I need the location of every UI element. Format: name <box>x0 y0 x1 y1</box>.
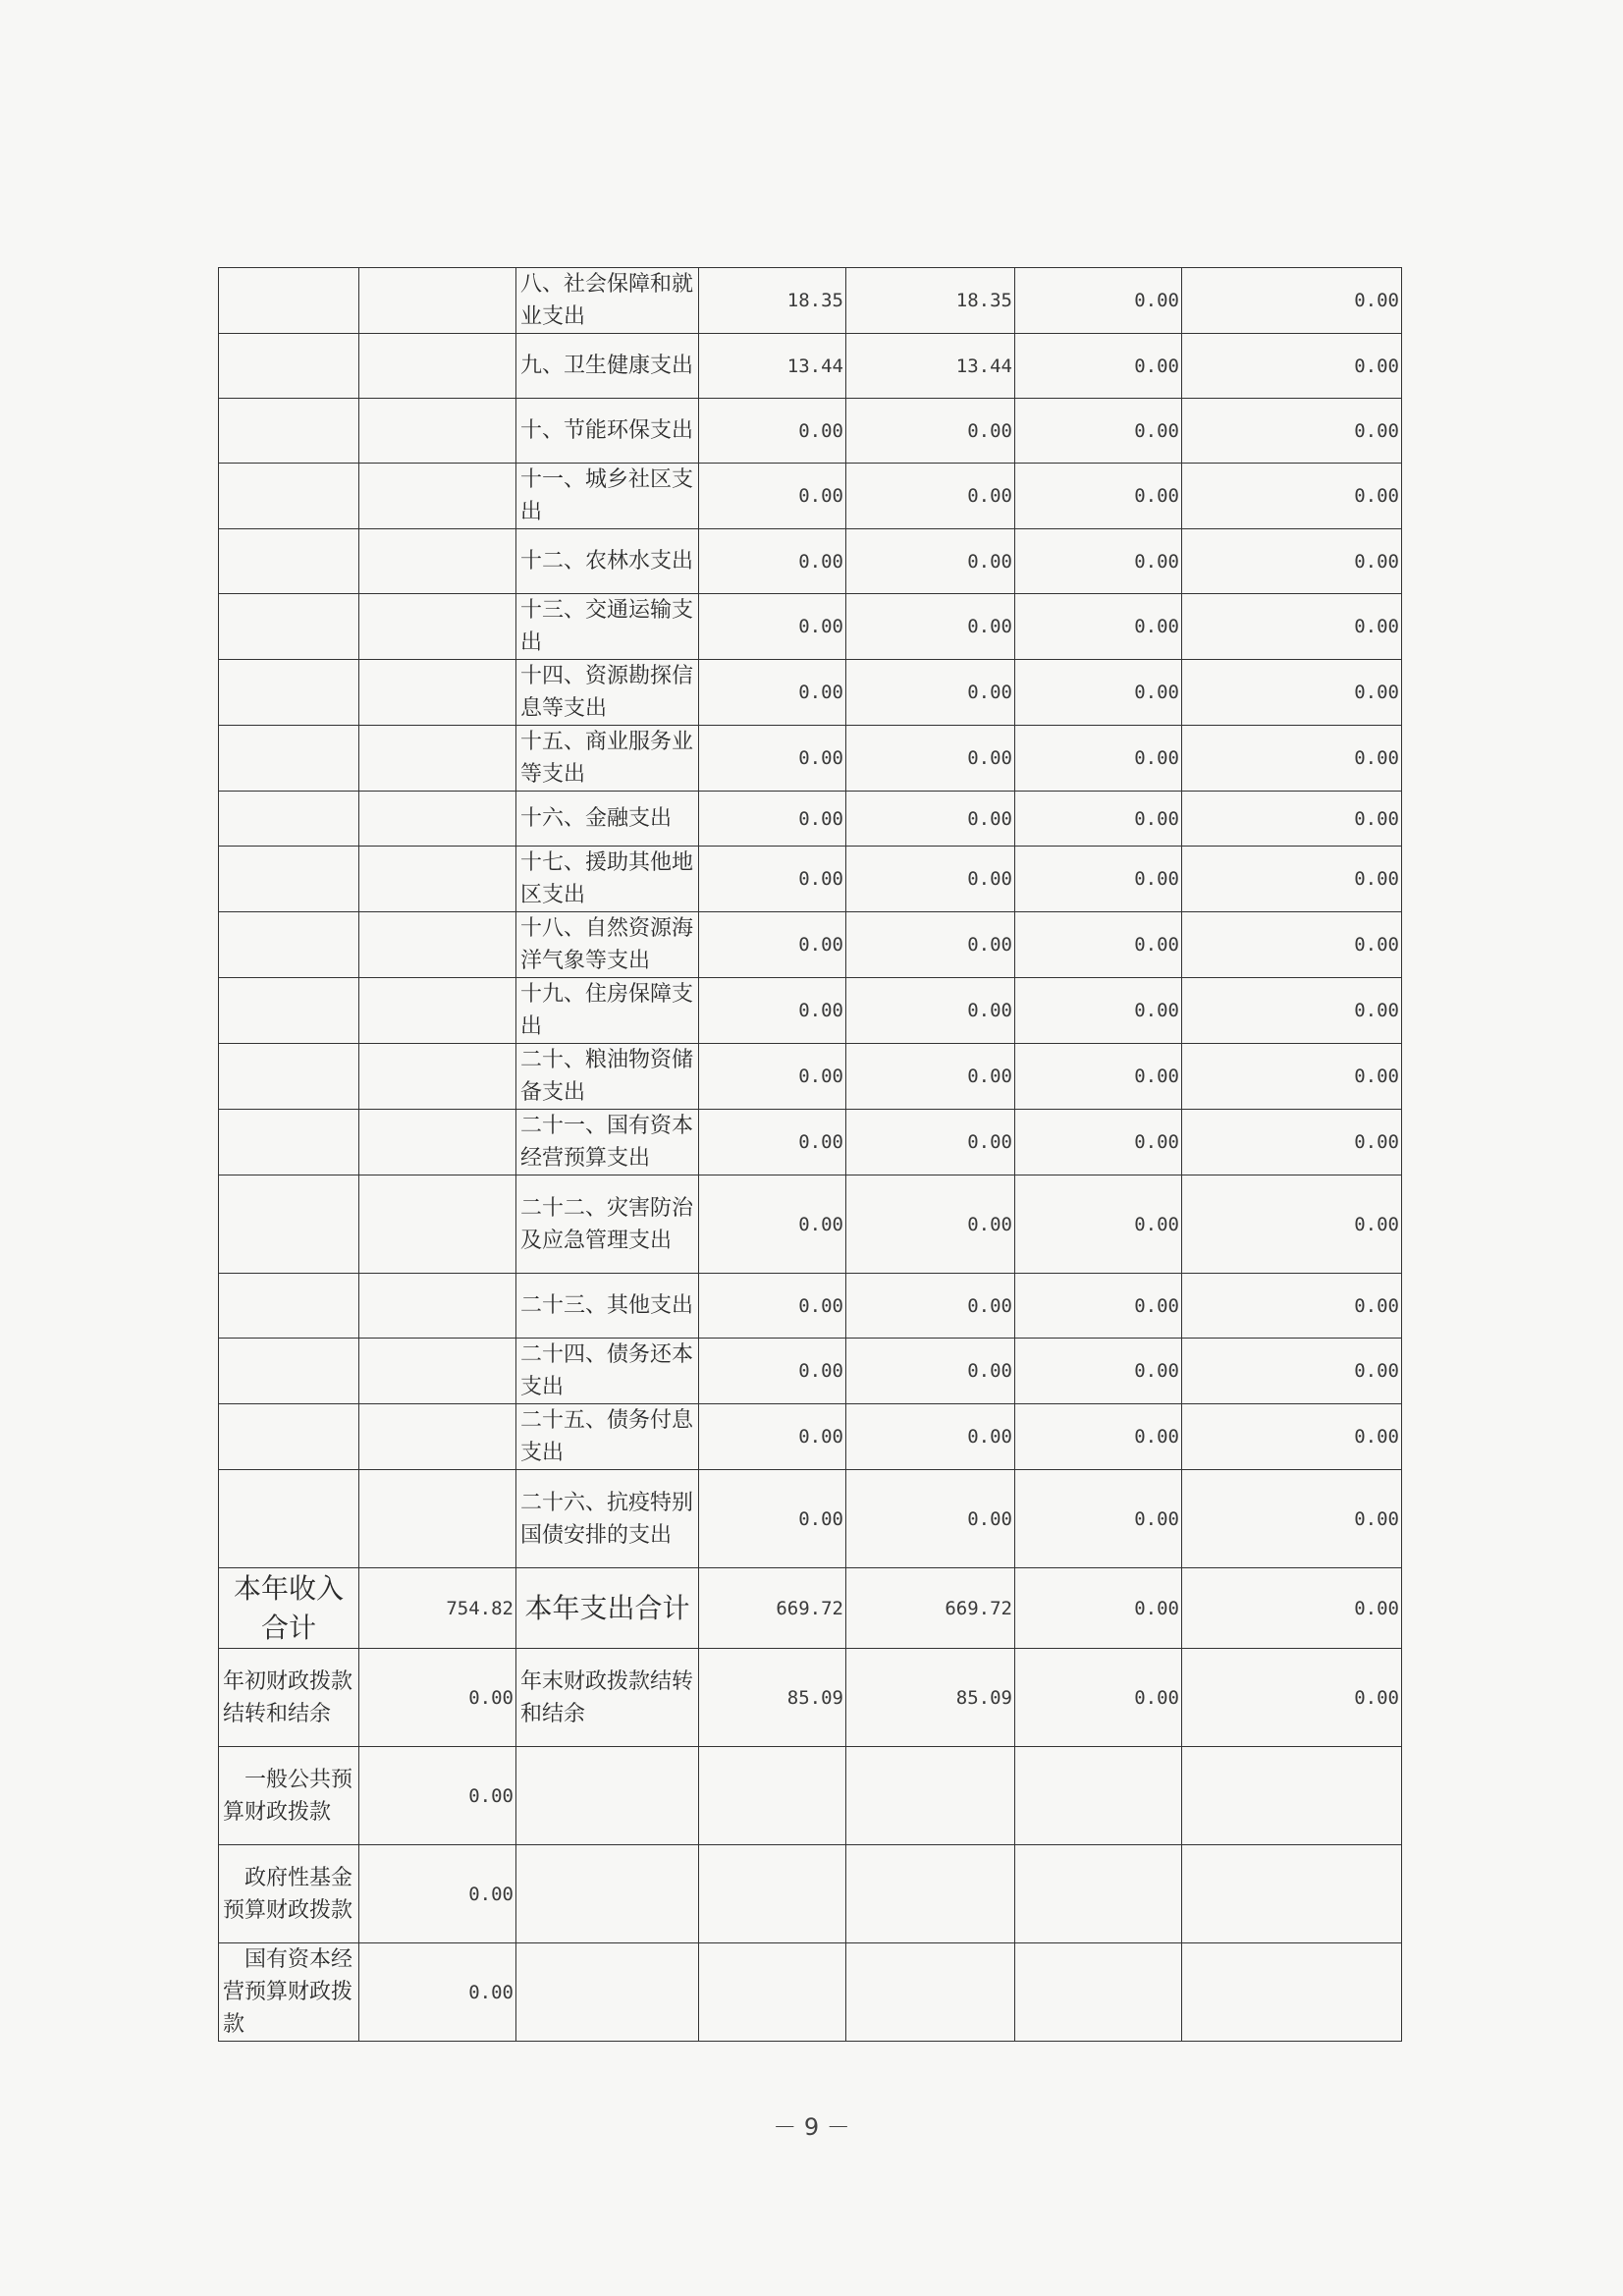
gov-fund-cell: 0.00 <box>1015 1274 1182 1339</box>
general-budget-cell: 18.35 <box>846 268 1015 334</box>
table-row <box>219 1274 1402 1339</box>
income-amount-cell <box>359 847 516 912</box>
state-capital-cell: 0.00 <box>1182 660 1402 726</box>
income-item-cell <box>219 1175 359 1274</box>
income-total-value: 754.82 <box>359 1568 516 1649</box>
general-budget-cell: 0.00 <box>846 1404 1015 1470</box>
expense-total-cell: 0.00 <box>699 1404 846 1470</box>
expense-item-label: 十二、农林水支出 <box>516 529 699 594</box>
funding-row <box>219 1845 1402 1943</box>
general-budget-cell: 0.00 <box>846 912 1015 978</box>
gov-fund-cell: 0.00 <box>1015 660 1182 726</box>
blank-cell <box>846 1747 1015 1845</box>
general-budget-cell: 0.00 <box>846 1175 1015 1274</box>
expense-total-cell: 0.00 <box>699 1339 846 1404</box>
income-item-cell <box>219 1470 359 1568</box>
income-item-cell <box>219 978 359 1044</box>
gov-fund-cell: 0.00 <box>1015 1044 1182 1110</box>
gov-fund-cell: 0.00 <box>1015 912 1182 978</box>
expense-item-label: 二十四、债务还本支出 <box>516 1339 699 1404</box>
income-amount-cell <box>359 978 516 1044</box>
expense-total-cell: 669.72 <box>699 1568 846 1649</box>
gov-fund-cell: 0.00 <box>1015 594 1182 660</box>
table-row <box>219 334 1402 399</box>
expense-total-cell: 13.44 <box>699 334 846 399</box>
gov-fund-cell: 0.00 <box>1015 1110 1182 1175</box>
funding-label: 政府性基金预算财政拨款 <box>219 1845 359 1943</box>
expense-total-cell: 0.00 <box>699 978 846 1044</box>
state-capital-cell: 0.00 <box>1182 1649 1402 1747</box>
income-amount-cell <box>359 792 516 847</box>
funding-value: 0.00 <box>359 1845 516 1943</box>
gov-fund-cell: 0.00 <box>1015 792 1182 847</box>
gov-fund-cell: 0.00 <box>1015 268 1182 334</box>
table-row <box>219 792 1402 847</box>
table-row <box>219 1044 1402 1110</box>
state-capital-cell: 0.00 <box>1182 1339 1402 1404</box>
general-budget-cell: 0.00 <box>846 464 1015 529</box>
gov-fund-cell: 0.00 <box>1015 726 1182 792</box>
blank-cell <box>1182 1943 1402 2042</box>
general-budget-cell: 0.00 <box>846 726 1015 792</box>
general-budget-cell: 0.00 <box>846 529 1015 594</box>
table-row <box>219 1175 1402 1274</box>
income-amount-cell <box>359 268 516 334</box>
blank-cell <box>699 1943 846 2042</box>
blank-cell <box>1015 1943 1182 2042</box>
general-budget-cell: 0.00 <box>846 1110 1015 1175</box>
funding-row <box>219 1943 1402 2042</box>
general-budget-cell: 85.09 <box>846 1649 1015 1747</box>
gov-fund-cell: 0.00 <box>1015 1470 1182 1568</box>
state-capital-cell: 0.00 <box>1182 464 1402 529</box>
income-item-cell <box>219 529 359 594</box>
expense-total-cell: 0.00 <box>699 594 846 660</box>
expense-item-label: 十三、交通运输支出 <box>516 594 699 660</box>
income-item-cell <box>219 726 359 792</box>
income-amount-cell <box>359 594 516 660</box>
state-capital-cell: 0.00 <box>1182 1274 1402 1339</box>
state-capital-cell: 0.00 <box>1182 726 1402 792</box>
expense-total-cell: 0.00 <box>699 464 846 529</box>
blank-cell <box>846 1845 1015 1943</box>
table-row <box>219 1404 1402 1470</box>
funding-label: 一般公共预算财政拨款 <box>219 1747 359 1845</box>
table-row <box>219 726 1402 792</box>
table-row <box>219 660 1402 726</box>
blank-cell <box>1182 1747 1402 1845</box>
gov-fund-cell: 0.00 <box>1015 399 1182 464</box>
expense-item-label: 二十一、国有资本经营预算支出 <box>516 1110 699 1175</box>
state-capital-cell: 0.00 <box>1182 399 1402 464</box>
general-budget-cell: 669.72 <box>846 1568 1015 1649</box>
table-row <box>219 847 1402 912</box>
end-balance-label: 年末财政拨款结转和结余 <box>516 1649 699 1747</box>
table-row <box>219 399 1402 464</box>
income-amount-cell <box>359 464 516 529</box>
blank-cell <box>846 1943 1015 2042</box>
income-item-cell <box>219 464 359 529</box>
expense-total-label: 本年支出合计 <box>516 1568 699 1649</box>
income-item-cell <box>219 1339 359 1404</box>
expense-total-cell: 0.00 <box>699 847 846 912</box>
gov-fund-cell: 0.00 <box>1015 1339 1182 1404</box>
expense-total-cell: 0.00 <box>699 792 846 847</box>
expense-total-cell: 0.00 <box>699 529 846 594</box>
begin-balance-label: 年初财政拨款结转和结余 <box>219 1649 359 1747</box>
expense-total-cell: 85.09 <box>699 1649 846 1747</box>
expense-item-label: 二十六、抗疫特别国债安排的支出 <box>516 1470 699 1568</box>
general-budget-cell: 0.00 <box>846 594 1015 660</box>
expense-item-label: 十八、自然资源海洋气象等支出 <box>516 912 699 978</box>
income-amount-cell <box>359 912 516 978</box>
table-row <box>219 529 1402 594</box>
table-row <box>219 1470 1402 1568</box>
general-budget-cell: 0.00 <box>846 1044 1015 1110</box>
table-row <box>219 268 1402 334</box>
expense-total-cell: 18.35 <box>699 268 846 334</box>
income-item-cell <box>219 912 359 978</box>
income-amount-cell <box>359 1274 516 1339</box>
gov-fund-cell: 0.00 <box>1015 847 1182 912</box>
gov-fund-cell: 0.00 <box>1015 334 1182 399</box>
expense-item-label: 十四、资源勘探信息等支出 <box>516 660 699 726</box>
expense-total-cell: 0.00 <box>699 1110 846 1175</box>
table-row <box>219 1339 1402 1404</box>
income-amount-cell <box>359 529 516 594</box>
state-capital-cell: 0.00 <box>1182 1470 1402 1568</box>
state-capital-cell: 0.00 <box>1182 1110 1402 1175</box>
blank-cell <box>516 1747 699 1845</box>
income-amount-cell <box>359 1110 516 1175</box>
income-total-label: 本年收入合计 <box>219 1568 359 1649</box>
table-row <box>219 464 1402 529</box>
expense-total-cell: 0.00 <box>699 660 846 726</box>
income-amount-cell <box>359 399 516 464</box>
general-budget-cell: 0.00 <box>846 792 1015 847</box>
state-capital-cell: 0.00 <box>1182 792 1402 847</box>
expense-item-label: 二十二、灾害防治及应急管理支出 <box>516 1175 699 1274</box>
funding-label: 国有资本经营预算财政拨款 <box>219 1943 359 2042</box>
expense-item-label: 十五、商业服务业等支出 <box>516 726 699 792</box>
totals-row <box>219 1568 1402 1649</box>
begin-balance-value: 0.00 <box>359 1649 516 1747</box>
expense-item-label: 十一、城乡社区支出 <box>516 464 699 529</box>
state-capital-cell: 0.00 <box>1182 1175 1402 1274</box>
blank-cell <box>1015 1747 1182 1845</box>
income-amount-cell <box>359 1339 516 1404</box>
state-capital-cell: 0.00 <box>1182 529 1402 594</box>
state-capital-cell: 0.00 <box>1182 1044 1402 1110</box>
funding-value: 0.00 <box>359 1747 516 1845</box>
state-capital-cell: 0.00 <box>1182 1568 1402 1649</box>
general-budget-cell: 0.00 <box>846 1339 1015 1404</box>
expense-total-cell: 0.00 <box>699 1274 846 1339</box>
income-item-cell <box>219 660 359 726</box>
income-item-cell <box>219 1404 359 1470</box>
general-budget-cell: 0.00 <box>846 660 1015 726</box>
blank-cell <box>699 1747 846 1845</box>
state-capital-cell: 0.00 <box>1182 912 1402 978</box>
gov-fund-cell: 0.00 <box>1015 529 1182 594</box>
expense-item-label: 二十三、其他支出 <box>516 1274 699 1339</box>
income-amount-cell <box>359 1044 516 1110</box>
income-amount-cell <box>359 1404 516 1470</box>
state-capital-cell: 0.00 <box>1182 1404 1402 1470</box>
income-item-cell <box>219 792 359 847</box>
gov-fund-cell: 0.00 <box>1015 978 1182 1044</box>
state-capital-cell: 0.00 <box>1182 334 1402 399</box>
income-amount-cell <box>359 660 516 726</box>
balance-row <box>219 1649 1402 1747</box>
income-item-cell <box>219 847 359 912</box>
expense-total-cell: 0.00 <box>699 1175 846 1274</box>
table-row <box>219 978 1402 1044</box>
income-item-cell <box>219 1044 359 1110</box>
gov-fund-cell: 0.00 <box>1015 1649 1182 1747</box>
expense-total-cell: 0.00 <box>699 726 846 792</box>
general-budget-cell: 0.00 <box>846 1274 1015 1339</box>
funding-value: 0.00 <box>359 1943 516 2042</box>
blank-cell <box>1015 1845 1182 1943</box>
income-amount-cell <box>359 334 516 399</box>
gov-fund-cell: 0.00 <box>1015 1568 1182 1649</box>
expense-total-cell: 0.00 <box>699 1470 846 1568</box>
expense-item-label: 二十五、债务付息支出 <box>516 1404 699 1470</box>
expense-item-label: 十六、金融支出 <box>516 792 699 847</box>
income-item-cell <box>219 334 359 399</box>
table-row <box>219 1110 1402 1175</box>
expense-total-cell: 0.00 <box>699 1044 846 1110</box>
income-amount-cell <box>359 726 516 792</box>
blank-cell <box>516 1845 699 1943</box>
blank-cell <box>699 1845 846 1943</box>
income-item-cell <box>219 268 359 334</box>
expense-item-label: 八、社会保障和就业支出 <box>516 268 699 334</box>
funding-row <box>219 1747 1402 1845</box>
income-item-cell <box>219 1110 359 1175</box>
general-budget-cell: 0.00 <box>846 978 1015 1044</box>
table-row <box>219 594 1402 660</box>
expense-item-label: 十、节能环保支出 <box>516 399 699 464</box>
gov-fund-cell: 0.00 <box>1015 1404 1182 1470</box>
expense-total-cell: 0.00 <box>699 912 846 978</box>
expense-total-cell: 0.00 <box>699 399 846 464</box>
blank-cell <box>1182 1845 1402 1943</box>
gov-fund-cell: 0.00 <box>1015 464 1182 529</box>
income-amount-cell <box>359 1470 516 1568</box>
expense-item-label: 九、卫生健康支出 <box>516 334 699 399</box>
page-number: － 9 － <box>773 2113 850 2141</box>
income-item-cell <box>219 594 359 660</box>
table-row <box>219 912 1402 978</box>
general-budget-cell: 0.00 <box>846 399 1015 464</box>
state-capital-cell: 0.00 <box>1182 268 1402 334</box>
income-amount-cell <box>359 1175 516 1274</box>
general-budget-cell: 0.00 <box>846 1470 1015 1568</box>
state-capital-cell: 0.00 <box>1182 847 1402 912</box>
expense-item-label: 二十、粮油物资储备支出 <box>516 1044 699 1110</box>
gov-fund-cell: 0.00 <box>1015 1175 1182 1274</box>
blank-cell <box>516 1943 699 2042</box>
general-budget-cell: 13.44 <box>846 334 1015 399</box>
state-capital-cell: 0.00 <box>1182 594 1402 660</box>
expense-item-label: 十九、住房保障支出 <box>516 978 699 1044</box>
expense-item-label: 十七、援助其他地区支出 <box>516 847 699 912</box>
budget-table <box>218 267 1402 2042</box>
income-item-cell <box>219 399 359 464</box>
income-item-cell <box>219 1274 359 1339</box>
state-capital-cell: 0.00 <box>1182 978 1402 1044</box>
general-budget-cell: 0.00 <box>846 847 1015 912</box>
